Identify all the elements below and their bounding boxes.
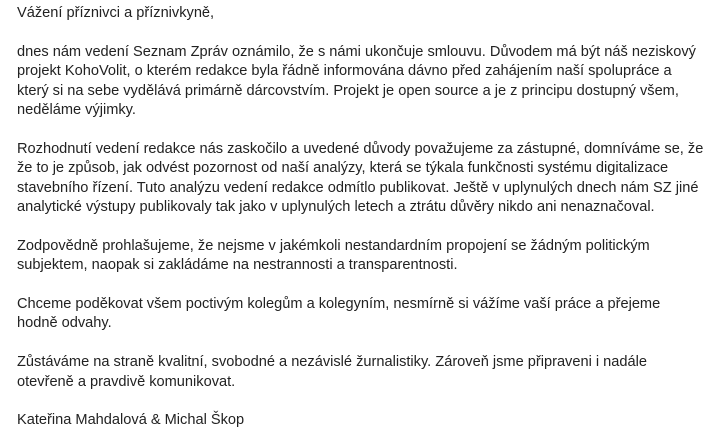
paragraph-contract-termination: dnes nám vedení Seznam Zpráv oznámilo, že s námi ukončuje smlouvu. Důvodem má být náš neziskový projekt KohoVolit, o kterém redakce byla řádně informována dávno před zahájením naší spolupráce a který si na sebe vydělává primárně dárcovstvím. Projekt je open source a je z principu dostupný všem, neděláme výjimky.	[17, 43, 696, 119]
letter-greeting: Vážení příznivci a příznivkyně,	[17, 5, 215, 21]
paragraph-political-independence: Zodpovědně prohlašujeme, že nejsme v jakémkoli nestandardním propojení se žádným politickým subjektem, naopak si zakládáme na nestrannosti a transparentnosti.	[17, 237, 650, 274]
paragraph-commitment: Zůstáváme na straně kvalitní, svobodné a nezávislé žurnalistiky. Zároveň jsme připraveni i nadále otevřeně a pravdivě komunikovat.	[17, 354, 648, 390]
paragraph-thanks: Chceme poděkovat všem poctivým kolegům a kolegyním, nesmírně si vážíme vaší práce a přejeme hodně odvahy.	[17, 296, 661, 332]
paragraph-editorial-decision: Rozhodnutí vedení redakce nás zaskočilo a uvedené důvody považujeme za zástupné, domníváme se, že že to je způsob, jak odvést pozornost od naší analýzy, která se týkala funkčnosti systému digitalizace stavebního řízení. Tuto analýzu vedení redakce odmítlo publikovat. Ještě v uplynulých dnech nám SZ jiné analytické výstupy publikovaly tak jako v uplynulých letech a ztrátu důvěry nikdo ani nenaznačoval.	[17, 140, 704, 216]
letter-signature: Kateřina Mahdalová & Michal Škop	[17, 412, 245, 429]
